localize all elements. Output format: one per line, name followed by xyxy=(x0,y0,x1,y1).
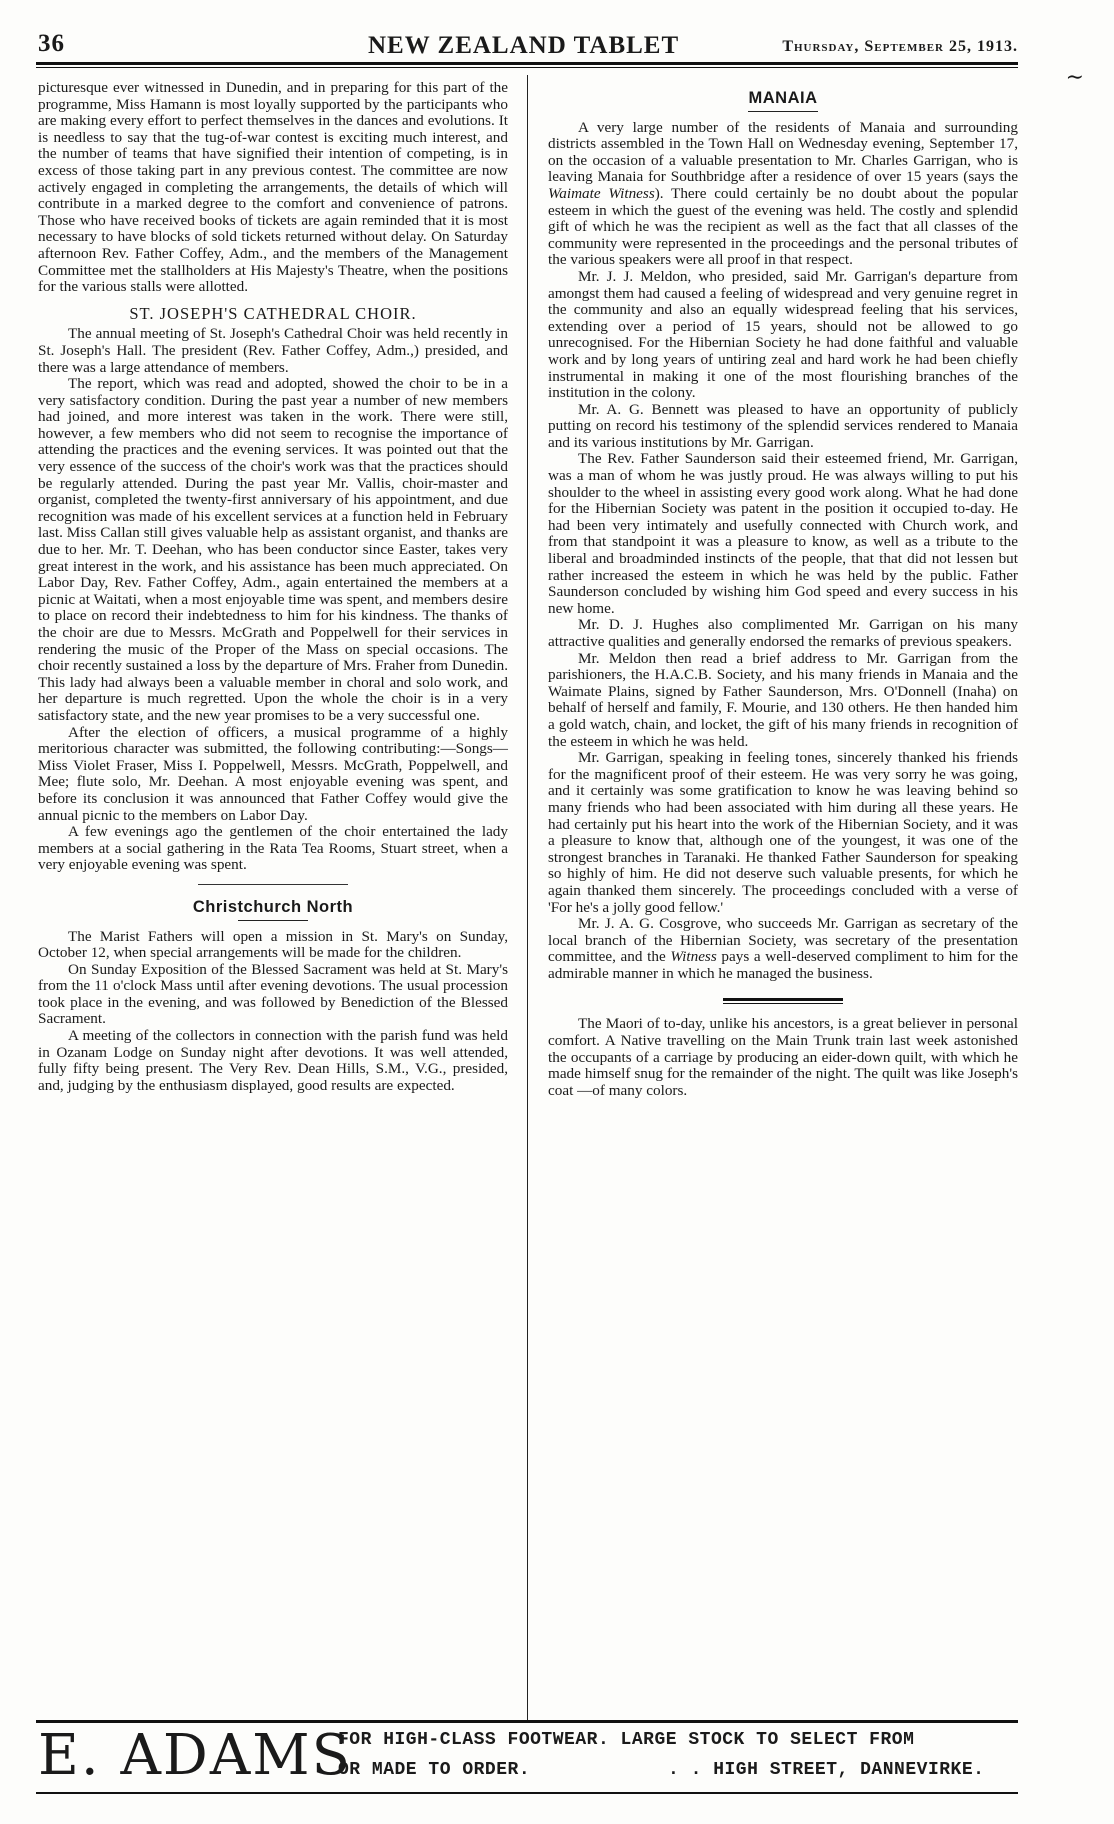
choir-paragraph-2: The report, which was read and adopted, showed the choir to be in a very satisfactory condition. During the past year a number of new members had joined, and more interest was taken in the work. There were still, however, a few members who did not seem to recognise the importance of attending the practices and the evening services. It was pointed out that the very essence of the success of the choir's work was that the practices should be regularly attended. During the past year Mr. Vallis, choir-master and organist, completed the twenty-first anniversary of his appointment, and due recognition was made of his excellent services at a function held in February last. Miss Callan still gives valuable help as assistant organist, and thanks are due to her. Mr. T. Deehan, who has been conductor since Easter, takes very great interest in the work, and his assistance has been much appreciated. On Labor Day, Rev. Father Coffey, Adm., again entertained the members at a picnic at Waitati, when a most enjoyable time was spent, and members desire to place on record their indebtedness to him for his kindness. The thanks of the choir are due to Messrs. McGrath and Poppelwell for their services in rendering the music of the Proper of the Mass on special occasions. The choir recently sustained a loss by the departure of Mrs. Fraher from Dunedin. This lady had always been a valuable member in choral and solo work, and her departure is much regretted. Upon the whole the choir is in a very satisfactory state, and the new year promises to be a very successful one. xyxy=(38,375,508,724)
choir-paragraph-1: The annual meeting of St. Joseph's Cathedral Choir was held recently in St. Joseph's Hall. The president (Rev. Father Coffey, Adm.,) presided, and there was a large attendance of members. xyxy=(38,325,508,376)
christchurch-paragraph-1: The Marist Fathers will open a mission in St. Mary's on Sunday, October 12, when special arrangements will be made for the children. xyxy=(38,927,508,962)
advert-line-2a: OR MADE TO ORDER. xyxy=(338,1760,531,1780)
continued-paragraph: picturesque ever witnessed in Dunedin, and in preparing for this part of the programme, Miss Hamann is most loyally supported by the participants who are making every effort to perfect themselves in the dances and evolutions. It is needless to say that the tug-of-war contest is exciting much interest, and the number of teams that have signified their intention of competing, is in excess of those taking part in any previous contest. The committee are now actively engaged in completing the arrangements, the details of which will contribute in a marked degree to the comfort and convenience of patrons. Those who have received books of tickets are again reminded that it is most necessary to have blocks of sold tickets returned without delay. On Saturday afternoon Rev. Father Coffey, Adm., and the members of the Management Committee met the stallholders at His Majesty's Theatre, when the positions for the various stalls were allotted. xyxy=(38,79,508,296)
christchurch-paragraph-3: A meeting of the collectors in connection with the parish fund was held in Ozanam Lodge on Sunday night after devotions. It was well attended, fully fifty being present. The Very Rev. Dean Hills, S.M., V.G., presided, and, judging by the enthusiasm displayed, good results are expected. xyxy=(38,1027,508,1094)
choir-paragraph-3: After the election of officers, a musical programme of a highly meritorious character was submitted, the following contributing:—Songs—Miss Violet Fraser, Miss I. Poppelwell, Messrs. McGrath, Poppelwell, and Mee; flute solo, Mr. Deehan. A most enjoyable evening was spent, and before its conclusion it was announced that Father Coffey would give the annual picnic to the members on Labor Day. xyxy=(38,723,508,824)
heading-underline xyxy=(748,111,818,112)
manaia-paragraph-3: Mr. A. G. Bennett was pleased to have an opportunity of publicly putting on record his testimony of the splendid services rendered to Manaia and its various institutions by Mr. Garrigan. xyxy=(548,400,1018,451)
article-separator xyxy=(723,998,843,1004)
margin-mark-icon: ∼ xyxy=(1065,64,1084,89)
manaia-p1-text-b: ). There could certainly be no doubt about the popular esteem in which the guest of the evening was held. The costly and splendid gift of which he was the recipient as well as the fact that all classes of the community were represented in the proceedings and the personal tributes of the various speakers were all proof in that respect. xyxy=(548,184,1018,269)
advert-line-2b: . . HIGH STREET, DANNEVIRKE. xyxy=(668,1760,985,1780)
left-column xyxy=(38,80,508,1094)
heading-underline xyxy=(238,920,308,921)
manaia-p1-italic: Waimate Witness xyxy=(548,184,655,202)
section-divider xyxy=(198,884,348,885)
manaia-paragraph-1 xyxy=(548,120,1018,269)
masthead-rule-thin xyxy=(36,67,1018,68)
masthead xyxy=(38,30,1018,62)
advert-name: E. ADAMS xyxy=(38,1723,352,1788)
paper-title: NEW ZEALAND TABLET xyxy=(368,32,680,59)
manaia-last-text-b: pays a well-deserved compliment to him for the admirable manner in which he managed the business. xyxy=(548,948,1018,982)
manaia-paragraph-2: Mr. J. J. Meldon, who presided, said Mr. Garrigan's departure from amongst them had caused a feeling of widespread and very genuine regret in the community and also an equally widespread feeling that his services, extending over a period of 15 years, should not be allowed to go unrecognised. For the Hibernian Society he had done faithful and valuable work and by long years of untiring zeal and hard work he had been chiefly instrumental in making it one of the most flourishing branches of the institution in the colony. xyxy=(548,267,1018,402)
separator-thin xyxy=(723,1003,843,1004)
manaia-paragraph-7: Mr. Garrigan, speaking in feeling tones, sincerely thanked his friends for the magnificent proof of their esteem. He was very sorry he was going, and it certainly was some gratification to know he was leaving behind so many friends who had been associated with him during all these years. He had certainly put his heart into the work of the Hibernian Society, and it was a pleasure to know that, although one of the youngest, it was one of the strongest branches in Taranaki. He thanked Father Saunderson for speaking so highly of him. He did not deserve such valuable presents, for which he again thanked them sincerely. The proceedings concluded with a verse of 'For he's a jolly good fellow.' xyxy=(548,749,1018,916)
christchurch-heading: Christchurch North xyxy=(192,897,354,916)
advertisement xyxy=(38,1723,1018,1790)
manaia-heading: MANAIA xyxy=(748,89,818,107)
manaia-paragraph-8 xyxy=(548,916,1018,982)
column-divider xyxy=(527,75,528,1720)
issue-date: Thursday, September 25, 1913. xyxy=(782,38,1018,55)
manaia-p1-text-a: A very large number of the residents of Manaia and surrounding districts assembled in the Town Hall on Wednesday evening, September 17, on the occasion of a valuable presentation to Mr. Charles Garrigan, who is leaving Manaia for Southbridge after a residence of over 15 years (says the xyxy=(548,118,1018,186)
manaia-paragraph-4: The Rev. Father Saunderson said their esteemed friend, Mr. Garrigan, was a man of whom he was justly proud. He was always willing to put his shoulder to the wheel in assisting every good work along. What he had done for the Hibernian Society was patent in the position it occupied to-day. He had been very intimately and usefully connected with Church work, and from that standpoint it was a pleasure to know, as well as a tribute to the liberal and broadminded instincts of the people, that that did not lessen but rather increased the esteem in which he was held by the public. Father Saunderson concluded by wishing him God speed and every success in his new home. xyxy=(548,450,1018,617)
manaia-paragraph-6: Mr. Meldon then read a brief address to Mr. Garrigan from the parishioners, the H.A.C.B. Society, and his many friends in Manaia and the Waimate Plains, signed by Father Saunderson, Mrs. O'Donnell (Inaha) on behalf of herself and family, F. Mourie, and 130 others. He then handed him a gold watch, chain, and locket, the gift of his many friends in recognition of the esteem in which he was held. xyxy=(548,649,1018,750)
choir-paragraph-4: A few evenings ago the gentlemen of the choir entertained the lady members at a social gathering in the Rata Tea Rooms, Stuart street, when a very enjoyable evening was spent. xyxy=(38,823,508,874)
manaia-paragraph-5: Mr. D. J. Hughes also complimented Mr. Garrigan on his many attractive qualities and generally endorsed the remarks of previous speakers. xyxy=(548,616,1018,650)
advert-rule-bottom xyxy=(36,1792,1018,1794)
separator-thick xyxy=(723,998,843,1001)
advert-line-1: FOR HIGH-CLASS FOOTWEAR. LARGE STOCK TO SELECT FROM xyxy=(338,1730,915,1750)
manaia-last-italic: Witness xyxy=(670,948,717,966)
masthead-rule-thick xyxy=(36,62,1018,65)
choir-heading: ST. JOSEPH'S CATHEDRAL CHOIR. xyxy=(129,303,417,323)
maori-paragraph: The Maori of to-day, unlike his ancestors, is a great believer in personal comfort. A Native travelling on the Main Trunk train last week astonished the occupants of a carriage by producing an eider-down quilt, with which he made himself snug for the remainder of the night. The quilt was like Joseph's coat —of many colors. xyxy=(548,1015,1018,1099)
page-number: 36 xyxy=(38,30,65,57)
manaia-last-text-a: Mr. J. A. G. Cosgrove, who succeeds Mr. Garrigan as secretary of the local branch of the Hibernian Society, was secretary of the presentation committee, and the xyxy=(548,915,1018,966)
christchurch-paragraph-2: On Sunday Exposition of the Blessed Sacrament was held at St. Mary's from the 11 o'clock Mass until after evening devotions. The usual procession took place in the evening, and was followed by Benediction of the Blessed Sacrament. xyxy=(38,960,508,1028)
right-column xyxy=(548,80,1018,1099)
